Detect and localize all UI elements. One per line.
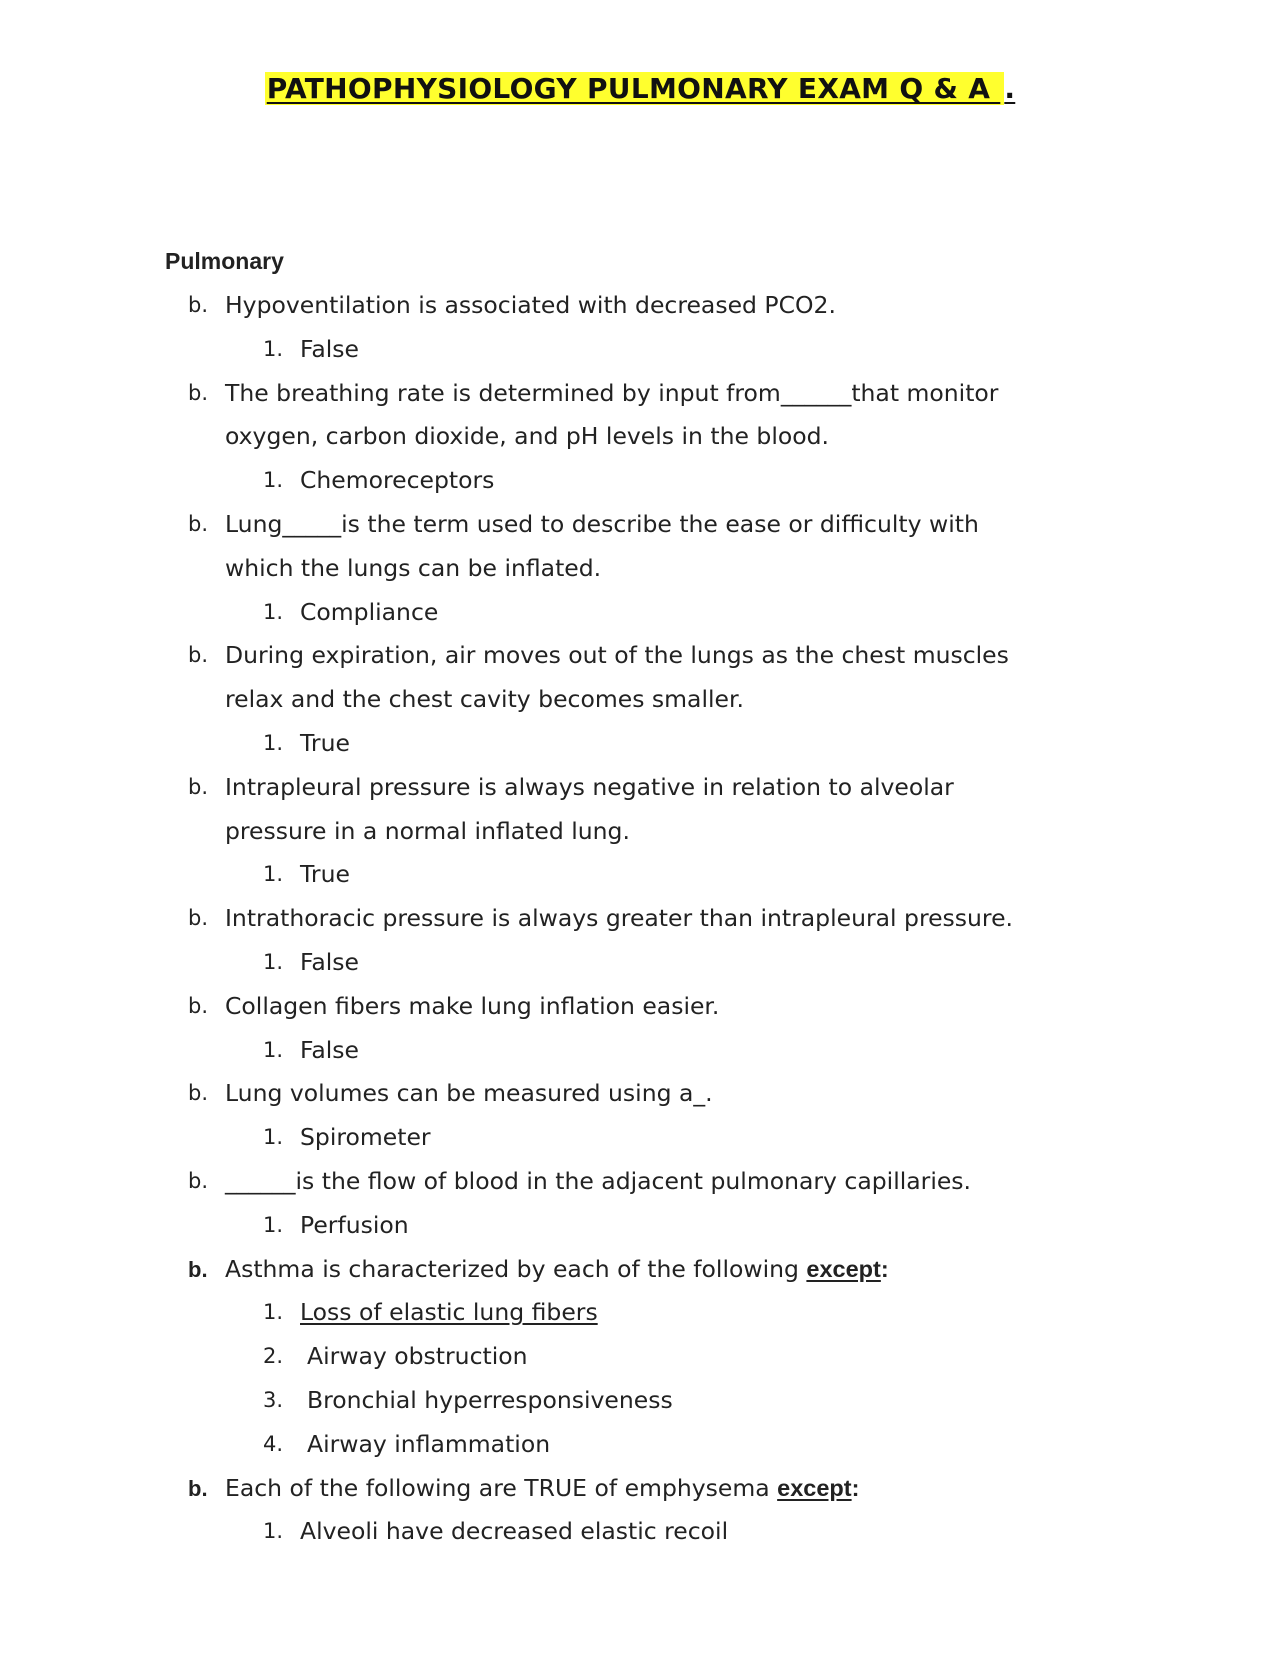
answer-text: Alveoli have decreased elastic recoil: [300, 1517, 729, 1546]
answer-marker: 2.: [263, 1344, 284, 1369]
answer-marker: 1.: [263, 862, 284, 887]
answer-marker: 1.: [263, 1519, 284, 1544]
answer-marker: 1.: [263, 730, 284, 755]
answer-line: [0, 853, 1280, 897]
answer-marker: 1.: [263, 1300, 284, 1325]
question-text: Lung volumes can be measured using a_.: [225, 1079, 713, 1108]
answer-line: [0, 1291, 1280, 1335]
answer-text: False: [300, 334, 359, 363]
answer-text: Airway inflammation: [307, 1429, 551, 1458]
question-marker: b.: [188, 906, 209, 931]
question-line: [0, 766, 1280, 810]
answer-line: [0, 1204, 1280, 1248]
answer-text: False: [300, 1035, 359, 1064]
answer-line: [0, 459, 1280, 503]
answer-text: False: [300, 947, 359, 976]
title-area: [0, 70, 1280, 108]
answer-marker: 1.: [263, 949, 284, 974]
question-text: Asthma is characterized by each of the following except:: [225, 1254, 889, 1283]
question-marker: b.: [188, 1081, 209, 1106]
answer-line: [0, 1116, 1280, 1160]
answer-line: [0, 1029, 1280, 1073]
question-text: The breathing rate is determined by input from______that monitor: [225, 378, 999, 407]
question-line: [0, 1467, 1280, 1511]
question-line: [0, 547, 1280, 591]
question-text: Each of the following are TRUE of emphysema except:: [225, 1473, 860, 1502]
answer-line: [0, 328, 1280, 372]
answer-marker: 1.: [263, 468, 284, 493]
question-list: [0, 284, 1280, 1554]
question-colon: :: [880, 1255, 889, 1282]
answer-line: [0, 1510, 1280, 1554]
question-line: [0, 678, 1280, 722]
answer-marker: 1.: [263, 1037, 284, 1062]
question-marker: b.: [188, 643, 209, 668]
answer-text: True: [300, 728, 350, 757]
question-line: [0, 415, 1280, 459]
question-line: [0, 503, 1280, 547]
answer-marker: 4.: [263, 1431, 284, 1456]
question-line: [0, 1248, 1280, 1292]
answer-text: True: [300, 860, 350, 889]
question-marker: b.: [188, 511, 209, 536]
answer-line: [0, 722, 1280, 766]
question-text: Hypoventilation is associated with decreased PCO2.: [225, 291, 836, 319]
question-text: During expiration, air moves out of the lungs as the chest muscles: [225, 641, 1009, 670]
answer-text: Perfusion: [300, 1210, 409, 1239]
answer-text: Compliance: [300, 597, 439, 626]
question-text: Intrathoracic pressure is always greater than intrapleural pressure.: [225, 904, 1014, 933]
question-emphasis: except: [806, 1255, 881, 1282]
answer-marker: 1.: [263, 336, 284, 361]
question-text: oxygen, carbon dioxide, and pH levels in the blood.: [225, 422, 830, 451]
title-highlight: PATHOPHYSIOLOGY PULMONARY EXAM Q & A: [265, 72, 1005, 105]
answer-marker: 1.: [263, 1212, 284, 1237]
question-line: [0, 897, 1280, 941]
question-text: Intrapleural pressure is always negative in relation to alveolar: [225, 772, 954, 801]
question-text: pressure in a normal inflated lung.: [225, 816, 630, 845]
section-heading: Pulmonary: [165, 248, 284, 274]
question-line: [0, 985, 1280, 1029]
answer-line: [0, 1379, 1280, 1423]
question-line: [0, 1072, 1280, 1116]
answer-text: Spirometer: [300, 1123, 431, 1152]
question-text: ______is the flow of blood in the adjacent pulmonary capillaries.: [225, 1166, 972, 1195]
question-line: [0, 284, 1280, 328]
question-marker: b.: [188, 1475, 208, 1501]
answer-line: [0, 1335, 1280, 1379]
question-line: [0, 372, 1280, 416]
question-marker: b.: [188, 293, 209, 317]
answer-marker: 1.: [263, 1125, 284, 1150]
answer-text: Bronchial hyperresponsiveness: [307, 1385, 673, 1414]
answer-line: [0, 591, 1280, 635]
title-period: .: [1004, 72, 1016, 105]
question-marker: b.: [188, 774, 209, 799]
answer-text: Airway obstruction: [307, 1342, 528, 1371]
question-colon: :: [851, 1474, 860, 1501]
question-marker: b.: [188, 1256, 208, 1282]
question-emphasis: except: [777, 1474, 852, 1501]
answer-marker: 3.: [263, 1387, 284, 1412]
answer-text: Chemoreceptors: [300, 466, 495, 495]
answer-line: [0, 941, 1280, 985]
document-title: [265, 70, 1016, 108]
question-marker: b.: [188, 1168, 209, 1193]
question-marker: b.: [188, 993, 209, 1018]
question-text: Lung_____is the term used to describe the ease or difficulty with: [225, 509, 979, 538]
question-line: [0, 810, 1280, 854]
question-line: [0, 634, 1280, 678]
question-text: which the lungs can be inflated.: [225, 553, 602, 582]
answer-line: [0, 1423, 1280, 1467]
question-text: Collagen fibers make lung inflation easier.: [225, 991, 720, 1020]
answer-marker: 1.: [263, 599, 284, 624]
answer-text: Loss of elastic lung fibers: [300, 1298, 598, 1327]
question-marker: b.: [188, 380, 209, 405]
question-line: [0, 1160, 1280, 1204]
question-text: relax and the chest cavity becomes smaller.: [225, 685, 744, 714]
